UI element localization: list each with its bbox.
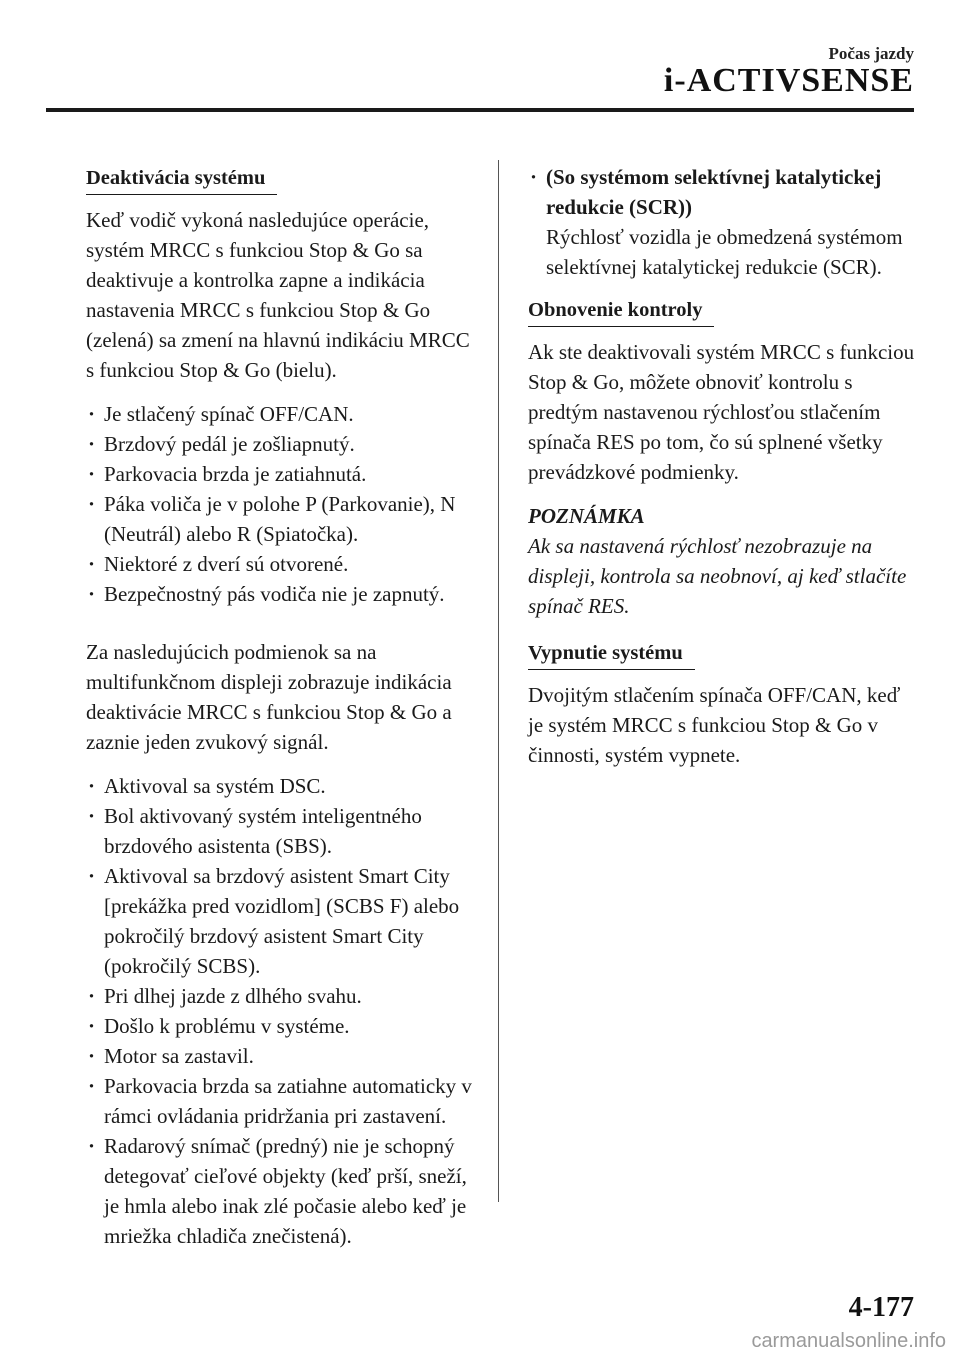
- note-body: Ak sa nastavená rýchlosť nezobrazuje na displeji, kontrola sa neobnoví, aj keď stlačíte spínač RES.: [528, 534, 907, 618]
- list-item: · Radarový snímač (predný) nie je schopný detegovať cieľové objekty (keď prší, sneží, je hmla alebo inak zlé počasie alebo keď je mriežka chladiča znečistená).: [86, 1131, 478, 1251]
- list-item: · Je stlačený spínač OFF/CAN.: [86, 399, 478, 429]
- scr-list: [528, 162, 920, 282]
- spacer: [86, 623, 478, 637]
- section-title: i-ACTIVSENSE: [663, 62, 914, 99]
- paragraph-deactivation: Keď vodič vykoná nasledujúce operácie, systém MRCC s funkciou Stop & Go sa deaktivuje a kontrolka zapne a indikácia nastavenia MRCC s funkciou Stop & Go (zelená) sa zmení na hlavnú indikáciu MRCC s funkciou Stop & Go (bielu).: [86, 208, 470, 382]
- heading-restore: Obnovenie kontroly: [528, 297, 714, 327]
- left-column: [86, 162, 478, 1265]
- list-item: · Aktivoval sa systém DSC.: [86, 771, 478, 801]
- column-divider: [498, 160, 499, 1202]
- list-item: · Motor sa zastavil.: [86, 1041, 478, 1071]
- header-rule: [46, 108, 914, 112]
- list-item: · Aktivoval sa brzdový asistent Smart City [prekážka pred vozidlom] (SCBS F) alebo pokročilý brzdový asistent Smart City (pokročilý SCBS).: [86, 861, 478, 981]
- paragraph-off: Dvojitým stlačením spínača OFF/CAN, keď je systém MRCC s funkciou Stop & Go v činnosti, systém vypnete.: [528, 683, 901, 767]
- scr-text: Rýchlosť vozidla je obmedzená systémom selektívnej katalytickej redukcie (SCR).: [546, 225, 903, 279]
- list-item: · Niektoré z dverí sú otvorené.: [86, 549, 478, 579]
- heading-deactivation: Deaktivácia systému: [86, 165, 277, 195]
- paragraph-restore: Ak ste deaktivovali systém MRCC s funkciou Stop & Go, môžete obnoviť kontrolu s predtým nastavenou rýchlosťou stlačením spínača RES po tom, čo sú splnené všetky prevádzkové podmienky.: [528, 340, 915, 484]
- paragraph-conditions: Za nasledujúcich podmienok sa na multifunkčnom displeji zobrazuje indikácia deaktivácie MRCC s funkciou Stop & Go a zaznie jeden zvukový signál.: [86, 640, 452, 754]
- note-title: POZNÁMKA: [528, 504, 645, 528]
- list-item: · Bol aktivovaný systém inteligentného brzdového asistenta (SBS).: [86, 801, 478, 861]
- list-item: · Páka voliča je v polohe P (Parkovanie), N (Neutrál) alebo R (Spiatočka).: [86, 489, 478, 549]
- list-item: · Parkovacia brzda je zatiahnutá.: [86, 459, 478, 489]
- deactivation-list: [86, 399, 478, 609]
- list-item: · Brzdový pedál je zošliapnutý.: [86, 429, 478, 459]
- page-number: 4-177: [848, 1292, 914, 1323]
- conditions-list: [86, 771, 478, 1251]
- watermark: carmanualsonline.info: [751, 1330, 946, 1352]
- list-item: · Pri dlhej jazde z dlhého svahu.: [86, 981, 478, 1011]
- heading-off: Vypnutie systému: [528, 640, 695, 670]
- chapter-label: Počas jazdy: [828, 44, 914, 63]
- list-item: · Parkovacia brzda sa zatiahne automaticky v rámci ovládania pridržania pri zastavení.: [86, 1071, 478, 1131]
- list-item: · Došlo k problému v systéme.: [86, 1011, 478, 1041]
- list-item-scr: [528, 162, 920, 282]
- scr-title: · (So systémom selektívnej katalytickej redukcie (SCR)): [546, 165, 882, 219]
- list-item: · Bezpečnostný pás vodiča nie je zapnutý.: [86, 579, 478, 609]
- right-column: [528, 162, 920, 784]
